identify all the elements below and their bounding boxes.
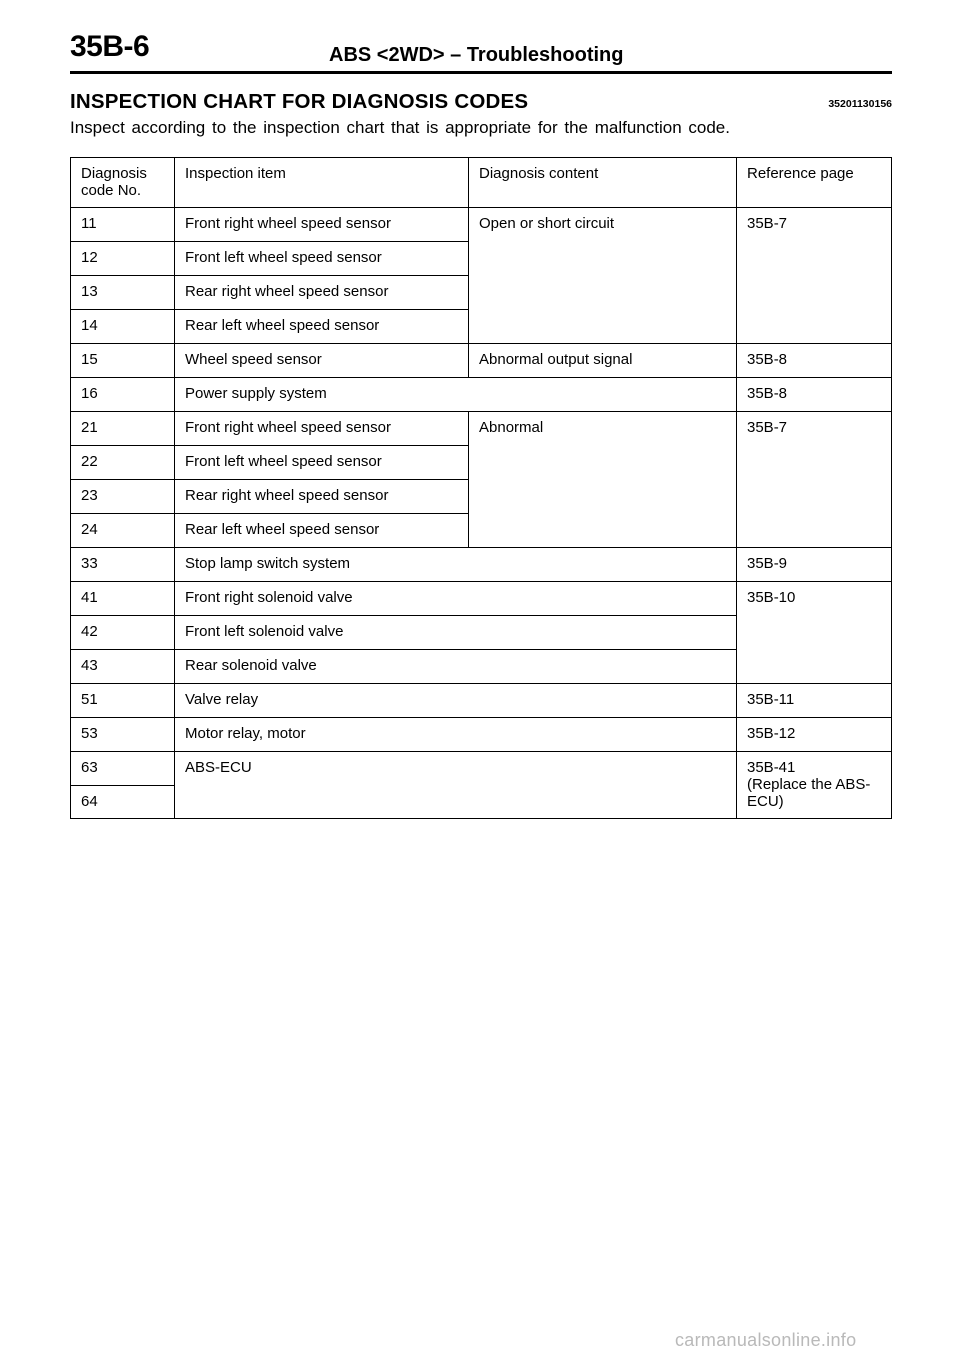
reference-cell: 35B-8 — [737, 378, 892, 412]
code-cell: 64 — [71, 786, 175, 819]
item-cell: Rear solenoid valve — [175, 650, 737, 684]
reference-cell: 35B-11 — [737, 684, 892, 718]
reference-page-text: 35B-41 — [747, 759, 796, 776]
code-cell: 15 — [71, 344, 175, 378]
code-cell: 42 — [71, 616, 175, 650]
header-diagnosis-content: Diagnosis content — [469, 158, 737, 208]
table-row — [71, 718, 892, 752]
table-row — [71, 378, 892, 412]
code-cell: 11 — [71, 208, 175, 242]
code-cell: 16 — [71, 378, 175, 412]
item-cell: Front left wheel speed sensor — [175, 242, 469, 276]
content-cell: Open or short circuit — [469, 208, 737, 344]
inspection-chart-table — [70, 157, 892, 819]
reference-cell: 35B-10 — [737, 582, 892, 684]
code-cell: 51 — [71, 684, 175, 718]
code-cell: 22 — [71, 446, 175, 480]
table-header-row — [71, 158, 892, 208]
table-row — [71, 752, 892, 786]
code-cell: 53 — [71, 718, 175, 752]
code-cell: 14 — [71, 310, 175, 344]
item-cell: Front right wheel speed sensor — [175, 412, 469, 446]
header-diagnosis-code: Diagnosis code No. — [71, 158, 175, 208]
item-cell: ABS-ECU — [175, 752, 737, 819]
table-row — [71, 412, 892, 446]
item-cell: Front right solenoid valve — [175, 582, 737, 616]
table-row — [71, 548, 892, 582]
table-row — [71, 582, 892, 616]
content-cell: Abnormal output signal — [469, 344, 737, 378]
item-cell: Valve relay — [175, 684, 737, 718]
header-reference-page: Reference page — [737, 158, 892, 208]
content-cell: Abnormal — [469, 412, 737, 548]
item-cell: Rear right wheel speed sensor — [175, 276, 469, 310]
code-cell: 33 — [71, 548, 175, 582]
section-title: INSPECTION CHART FOR DIAGNOSIS CODES — [70, 90, 529, 113]
item-cell: Power supply system — [175, 378, 737, 412]
item-cell: Front left solenoid valve — [175, 616, 737, 650]
reference-note: (Replace the ABS-ECU) — [747, 776, 871, 810]
table-row — [71, 208, 892, 242]
watermark: carmanualsonline.info — [675, 1330, 857, 1350]
reference-cell — [737, 752, 892, 819]
item-cell: Rear right wheel speed sensor — [175, 480, 469, 514]
code-cell: 23 — [71, 480, 175, 514]
reference-cell: 35B-9 — [737, 548, 892, 582]
header-divider — [70, 71, 892, 74]
table-row — [71, 344, 892, 378]
code-cell: 41 — [71, 582, 175, 616]
code-cell: 24 — [71, 514, 175, 548]
code-cell: 21 — [71, 412, 175, 446]
page-header-title: ABS <2WD> – Troubleshooting — [329, 44, 624, 66]
reference-cell: 35B-7 — [737, 412, 892, 548]
header-inspection-item: Inspection item — [175, 158, 469, 208]
intro-text: Inspect according to the inspection chart that is appropriate for the malfunction code. — [70, 118, 730, 137]
item-cell: Front left wheel speed sensor — [175, 446, 469, 480]
item-cell: Stop lamp switch system — [175, 548, 737, 582]
item-cell: Motor relay, motor — [175, 718, 737, 752]
code-cell: 43 — [71, 650, 175, 684]
section-code: 35201130156 — [828, 98, 892, 110]
reference-cell: 35B-8 — [737, 344, 892, 378]
reference-cell: 35B-12 — [737, 718, 892, 752]
item-cell: Front right wheel speed sensor — [175, 208, 469, 242]
item-cell: Wheel speed sensor — [175, 344, 469, 378]
item-cell: Rear left wheel speed sensor — [175, 310, 469, 344]
reference-cell: 35B-7 — [737, 208, 892, 344]
code-cell: 12 — [71, 242, 175, 276]
code-cell: 63 — [71, 752, 175, 786]
item-cell: Rear left wheel speed sensor — [175, 514, 469, 548]
page-number: 35B-6 — [70, 30, 150, 63]
code-cell: 13 — [71, 276, 175, 310]
table-row — [71, 684, 892, 718]
